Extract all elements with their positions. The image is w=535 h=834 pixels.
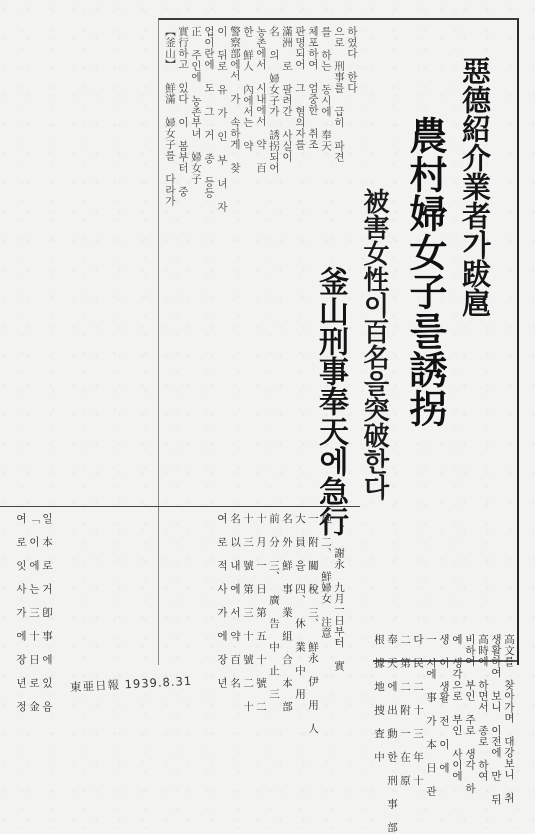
right-lower-column: 다 民 二 十 三 年 十 [412, 634, 424, 786]
body-column: 【釜山】 鮮滿 婦女子를 다라가 [164, 26, 176, 207]
headline-top: 惡德紹介業者가跋扈 [458, 56, 492, 317]
lower-left-column: 「 이 에 는 三 十 日 로 金 [28, 513, 40, 712]
body-column: 판명되어 그 혐의자를 [294, 26, 306, 150]
right-lower-column: 一 시에 事 가 本 日 관 [425, 634, 437, 797]
right-lower-column: 根 據 地 捜 査 中 [373, 634, 385, 763]
body-column: 으로 刑事를 급히 파견 [333, 26, 345, 163]
lower-column: 十 月 一 日 第 五 十 號 二 [255, 513, 267, 712]
right-lower-column: 高文를 찾아가며 대강보니 취 [503, 634, 515, 804]
subhead: 被害女性이百名을突破한다 [359, 188, 389, 500]
right-lower-column: 奉 天 에 出 動 한 刑 事 部 [386, 634, 398, 833]
handwritten-date-note: 東亜日報 1939.8.31 [69, 673, 193, 695]
body-column: 하였다 한다 [346, 26, 358, 94]
right-lower-column: 高時에 하면서 종로 하여 [477, 634, 489, 782]
body-column: 名 의 婦女子가 誘拐되어 [268, 26, 280, 174]
lower-column: 一 附 關 稅 三、 鮮永 伊 用 人 [307, 513, 319, 734]
subhead-2: 釜山刑事奉天에急行 [313, 266, 348, 536]
body-column: 체포하여 엄중한 취조 [307, 26, 319, 150]
right-lower-column: 예 생각으로 부인 사이에 [451, 634, 463, 782]
lower-column: 施 二、 鮮婦女 注意 [320, 513, 332, 639]
headline-main: 農村婦女子를誘拐 [403, 116, 448, 428]
lower-left-column: 일 本 로 거 卽 事 에 있 음 [41, 513, 53, 712]
lower-column: 大 員 을 四、 休 業 中 用 [294, 513, 306, 700]
lower-column: 一、 謝永 九月一日부터 實 [333, 513, 345, 672]
right-lower-column: 二 第 二 附 一 在 原 [399, 634, 411, 786]
lower-column: 名 以 내 에 서 약 百 名 [229, 513, 241, 689]
lower-column: 前 分 三、 廣 告 中 止 三 [268, 513, 280, 700]
right-lower-column: 생활하여 보니 이전에 만 뒤 [490, 634, 502, 805]
body-column: 正 주인에 농촌부녀 婦女子 [190, 26, 202, 185]
right-lower-column: 생 이 생활 전 이 에 [438, 634, 450, 774]
body-column: 한 鮮人 內에서는 약 [242, 26, 254, 152]
lower-column: 十 三 號 第 三 十 號 二 十 [242, 513, 254, 712]
lower-left-column: 여 로 잇 사 가 에 장 년 정 [15, 513, 27, 712]
body-column: 滿洲 로 팔려간 사실이 [281, 26, 293, 163]
body-column: 농촌에서 시내에서 약 百 [255, 26, 267, 174]
right-lower-column: 비하여 부인 주로 생각 하 [464, 634, 476, 794]
body-column: 實行하고 있다 이 봄부터 중 [177, 26, 189, 197]
lower-column: 名 外 鮮 事 業 組 合 本 部 [281, 513, 293, 712]
body-column: 업이란에 도 그 거 종 등등 [203, 26, 215, 199]
body-column: 를 하는 동시에 奉天 [320, 26, 332, 152]
lower-column: 여 로 적 사 가 에 장 년 [216, 513, 228, 689]
body-column: 警察部에서 가 속하게 찾 [229, 26, 241, 174]
body-column: 이 뒤로 유 가 인 부 녀 자 [216, 26, 228, 213]
